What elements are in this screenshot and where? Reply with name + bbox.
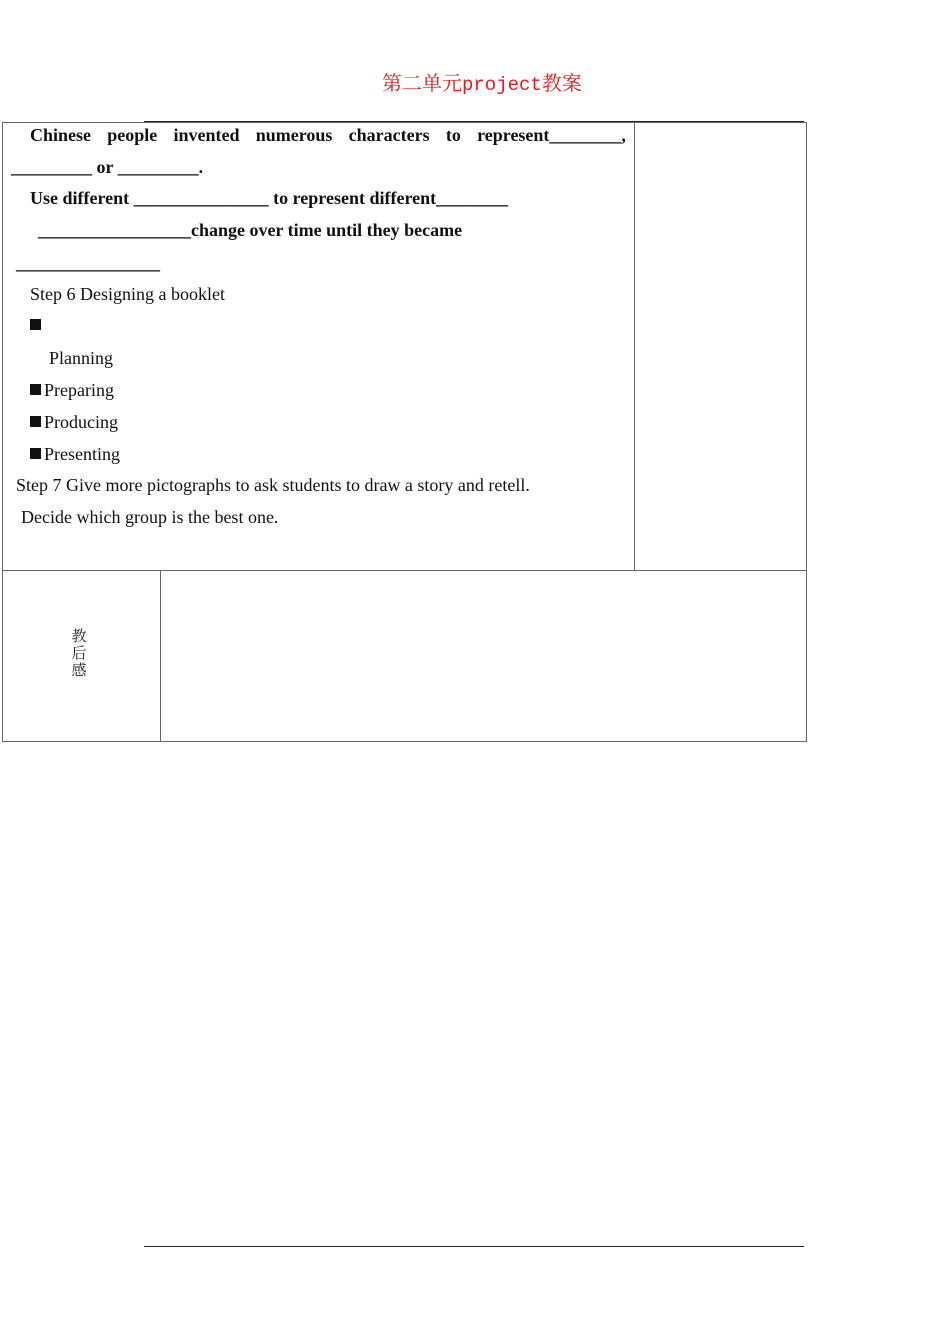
- footer-rule: [144, 1246, 804, 1247]
- bullet-item-preparing: Preparing: [30, 379, 114, 401]
- square-bullet-icon: [30, 448, 41, 459]
- document-title: 第二单元project教案: [382, 71, 582, 96]
- bullet-item-producing: Producing: [30, 411, 118, 433]
- bullet-item-presenting: Presenting: [30, 443, 120, 465]
- square-bullet-icon: [30, 416, 41, 427]
- square-bullet-icon: [30, 319, 41, 330]
- fill-in-line-3: Use different _______________ to represent different________: [30, 188, 509, 208]
- fill-in-line-4: _________________change over time until they became: [38, 220, 463, 240]
- fill-in-line-5: ________________: [16, 253, 160, 273]
- square-bullet-icon: [30, 384, 41, 395]
- notes-cell: [634, 122, 807, 571]
- bullet-item-planning: [30, 314, 44, 336]
- bullet-label-planning: Planning: [49, 348, 114, 368]
- reflection-label: 教 后 感: [71, 627, 87, 679]
- reflection-content-cell: [160, 570, 807, 742]
- decide-text: Decide which group is the best one.: [21, 507, 279, 527]
- fill-in-line-2: _________ or _________.: [11, 157, 204, 177]
- fill-in-line-1: Chinese people invented numerous characters to represent________,: [30, 125, 626, 145]
- step-7-text: Step 7 Give more pictographs to ask students to draw a story and retell.: [16, 475, 530, 495]
- step-6-heading: Step 6 Designing a booklet: [30, 284, 225, 304]
